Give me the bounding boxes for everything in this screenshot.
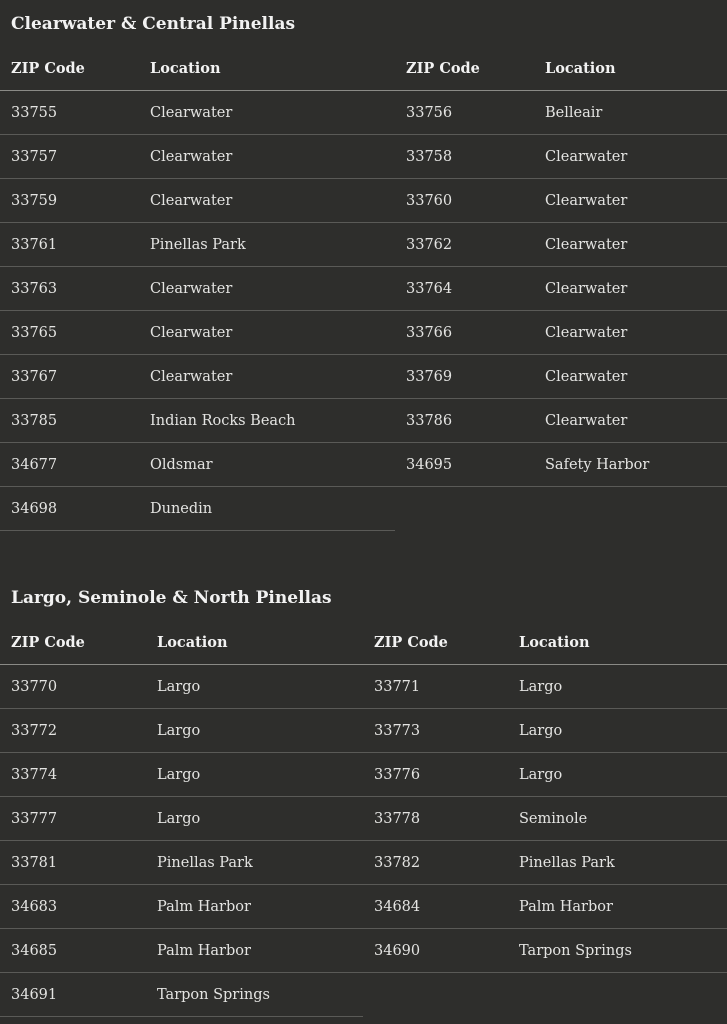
zip-code-cell: 33761 (0, 223, 139, 267)
location-cell: Clearwater (139, 179, 395, 223)
zip-code-cell (363, 973, 508, 1017)
location-cell: Clearwater (139, 91, 395, 135)
zip-code-cell: 33760 (395, 179, 534, 223)
zip-code-cell: 33764 (395, 267, 534, 311)
zip-code-table (0, 620, 727, 1017)
section-title: Largo, Seminole & North Pinellas (11, 588, 332, 608)
table-row (0, 665, 727, 709)
zip-code-cell: 34698 (0, 487, 139, 531)
zip-code-cell: 33777 (0, 797, 146, 841)
location-cell: Largo (508, 709, 727, 753)
zip-code-cell (395, 487, 534, 531)
zip-code-cell: 33778 (363, 797, 508, 841)
zip-code-cell: 33782 (363, 841, 508, 885)
location-cell: Palm Harbor (146, 885, 363, 929)
location-cell: Clearwater (534, 399, 727, 443)
location-cell: Clearwater (534, 179, 727, 223)
location-cell: Largo (146, 665, 363, 709)
location-cell: Safety Harbor (534, 443, 727, 487)
location-cell: Clearwater (139, 311, 395, 355)
zip-code-cell: 33776 (363, 753, 508, 797)
location-cell: Clearwater (534, 135, 727, 179)
location-cell: Clearwater (534, 311, 727, 355)
table-row (0, 709, 727, 753)
zip-code-cell: 34690 (363, 929, 508, 973)
table-row (0, 223, 727, 267)
table-row (0, 487, 727, 531)
column-header-location: Location (508, 620, 727, 665)
zip-code-cell: 34683 (0, 885, 146, 929)
location-cell: Dunedin (139, 487, 395, 531)
zip-code-cell: 33785 (0, 399, 139, 443)
zip-code-cell: 33756 (395, 91, 534, 135)
table-row (0, 973, 727, 1017)
location-cell: Largo (146, 753, 363, 797)
location-cell: Largo (508, 665, 727, 709)
table-row (0, 91, 727, 135)
location-cell: Largo (146, 709, 363, 753)
table-row (0, 311, 727, 355)
table-row (0, 929, 727, 973)
zip-code-cell: 33772 (0, 709, 146, 753)
location-cell: Clearwater (534, 267, 727, 311)
column-header-zip-code: ZIP Code (395, 46, 534, 91)
location-cell: Belleair (534, 91, 727, 135)
zip-code-cell: 34685 (0, 929, 146, 973)
location-cell: Indian Rocks Beach (139, 399, 395, 443)
column-header-location: Location (139, 46, 395, 91)
zip-code-cell: 33769 (395, 355, 534, 399)
location-cell: Pinellas Park (139, 223, 395, 267)
table-row (0, 443, 727, 487)
table-row (0, 179, 727, 223)
location-cell: Clearwater (534, 355, 727, 399)
zip-code-cell: 33763 (0, 267, 139, 311)
zip-code-cell: 33762 (395, 223, 534, 267)
zip-code-cell: 33767 (0, 355, 139, 399)
column-header-zip-code: ZIP Code (0, 620, 146, 665)
location-cell: Clearwater (139, 267, 395, 311)
zip-code-cell: 33770 (0, 665, 146, 709)
zip-code-cell: 33765 (0, 311, 139, 355)
zip-code-cell: 34677 (0, 443, 139, 487)
zip-code-cell: 34684 (363, 885, 508, 929)
location-cell: Largo (508, 753, 727, 797)
location-cell: Seminole (508, 797, 727, 841)
location-cell: Clearwater (139, 355, 395, 399)
location-cell: Tarpon Springs (508, 929, 727, 973)
zip-code-table (0, 46, 727, 531)
column-header-zip-code: ZIP Code (0, 46, 139, 91)
location-cell: Palm Harbor (508, 885, 727, 929)
location-cell: Tarpon Springs (146, 973, 363, 1017)
location-cell: Oldsmar (139, 443, 395, 487)
location-cell (534, 487, 727, 531)
zip-code-cell: 33771 (363, 665, 508, 709)
zip-code-cell: 34691 (0, 973, 146, 1017)
table-row (0, 355, 727, 399)
table-row (0, 267, 727, 311)
table-row (0, 135, 727, 179)
location-cell: Clearwater (534, 223, 727, 267)
zip-code-cell: 33774 (0, 753, 146, 797)
table-row (0, 797, 727, 841)
column-header-zip-code: ZIP Code (363, 620, 508, 665)
zip-code-cell: 33766 (395, 311, 534, 355)
column-header-location: Location (146, 620, 363, 665)
location-cell: Palm Harbor (146, 929, 363, 973)
location-cell: Clearwater (139, 135, 395, 179)
table-row (0, 885, 727, 929)
column-header-location: Location (534, 46, 727, 91)
table-row (0, 841, 727, 885)
location-cell: Pinellas Park (146, 841, 363, 885)
zip-code-cell: 33755 (0, 91, 139, 135)
zip-code-cell: 33759 (0, 179, 139, 223)
table-row (0, 399, 727, 443)
zip-code-cell: 33757 (0, 135, 139, 179)
location-cell: Largo (146, 797, 363, 841)
table-row (0, 753, 727, 797)
section-title: Clearwater & Central Pinellas (11, 14, 296, 34)
zip-code-cell: 34695 (395, 443, 534, 487)
zip-code-cell: 33781 (0, 841, 146, 885)
table-header-row (0, 620, 727, 665)
zip-code-cell: 33773 (363, 709, 508, 753)
location-cell: Pinellas Park (508, 841, 727, 885)
zip-code-cell: 33786 (395, 399, 534, 443)
table-header-row (0, 46, 727, 91)
location-cell (508, 973, 727, 1017)
zip-code-cell: 33758 (395, 135, 534, 179)
